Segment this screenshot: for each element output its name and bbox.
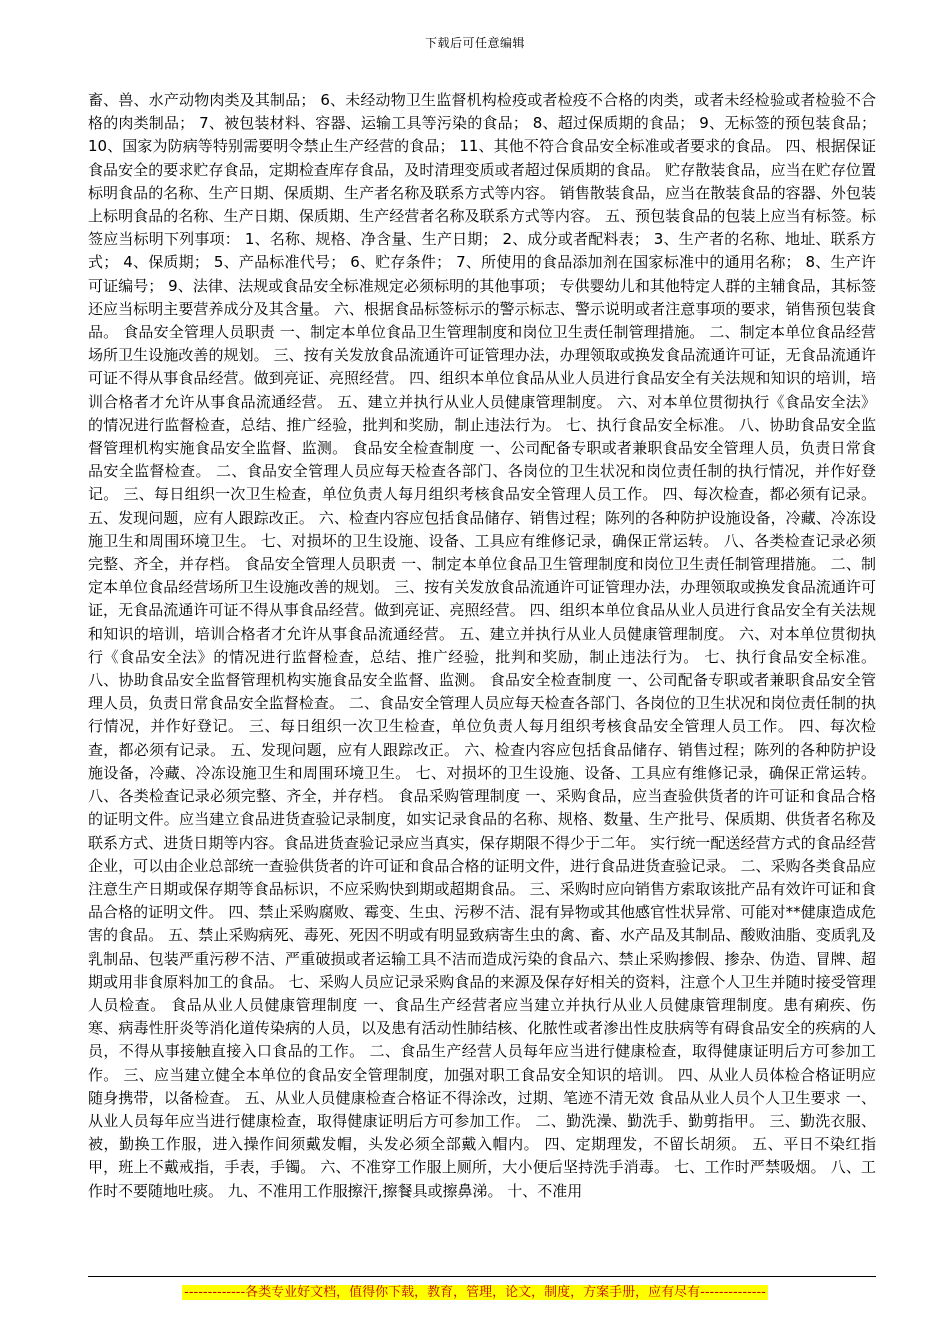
page-footer bbox=[0, 1281, 950, 1302]
document-body: 畜、兽、水产动物肉类及其制品； 6、未经动物卫生监督机构检疫或者检疫不合格的肉类，或者未经检验或者检验不合格的肉类制品； 7、被包装材料、容器、运输工具等污染的食品； 8、超过保质期的食品； 9、无标签的预包装食品； 10、国家为防病等特别需要明令禁止生产经营的食品； 11、其他不符合食品安全标准或者要求的食品。 四、根据保证食品安全的要求贮存食品，定期检查库存食品，及时清理变质或者超过保质期的食品。 贮存散装食品，应当在贮存位置标明食品的名称、生产日期、保质期、生产者名称及联系方式等内容。 销售散装食品，应当在散装食品的容器、外包装上标明食品的名称、生产日期、保质期、生产经营者名称及联系方式等内容。 五、预包装食品的包装上应当有标签。标签应当标明下列事项： 1、名称、规格、净含量、生产日期； 2、成分或者配料表； 3、生产者的名称、地址、联系方式； 4、保质期； 5、产品标准代号； 6、贮存条件； 7、所使用的食品添加剂在国家标准中的通用名称； 8、生产许可证编号； 9、法律、法规或食品安全标准规定必须标明的其他事项； 专供婴幼儿和其他特定人群的主辅食品，其标签还应当标明主要营养成分及其含量。 六、根据食品标签标示的警示标志、警示说明或者注意事项的要求，销售预包装食品。 食品安全管理人员职责 一、制定本单位食品卫生管理制度和岗位卫生责任制管理措施。 二、制定本单位食品经营场所卫生设施改善的规划。 三、按有关发放食品流通许可证管理办法，办理领取或换发食品流通许可证，无食品流通许可证不得从事食品经营。做到亮证、亮照经营。 四、组织本单位食品从业人员进行食品安全有关法规和知识的培训，培训合格者才允许从事食品流通经营。 五、建立并执行从业人员健康管理制度。 六、对本单位贯彻执行《食品安全法》的情况进行监督检查，总结、推广经验，批判和奖励，制止违法行为。 七、执行食品安全标准。 八、协助食品安全监督管理机构实施食品安全监督、监测。 食品安全检查制度 一、公司配备专职或者兼职食品安全管理人员，负责日常食品安全监督检查。 二、食品安全管理人员应每天检查各部门、各岗位的卫生状况和岗位责任制的执行情况，并作好登记。 三、每日组织一次卫生检查，单位负责人每月组织考核食品安全管理人员工作。 四、每次检查，都必须有记录。 五、发现问题，应有人跟踪改正。 六、检查内容应包括食品储存、销售过程；陈列的各种防护设施设备，冷藏、冷冻设施卫生和周围环境卫生。 七、对损坏的卫生设施、设备、工具应有维修记录，确保正常运转。 八、各类检查记录必须完整、齐全，并存档。 食品安全管理人员职责 一、制定本单位食品卫生管理制度和岗位卫生责任制管理措施。 二、制定本单位食品经营场所卫生设施改善的规划。 三、按有关发放食品流通许可证管理办法，办理领取或换发食品流通许可证，无食品流通许可证不得从事食品经营。做到亮证、亮照经营。 四、组织本单位食品从业人员进行食品安全有关法规和知识的培训，培训合格者才允许从事食品流通经营。 五、建立并执行从业人员健康管理制度。 六、对本单位贯彻执行《食品安全法》的情况进行监督检查，总结、推广经验，批判和奖励，制止违法行为。 七、执行食品安全标准。 八、协助食品安全监督管理机构实施食品安全监督、监测。 食品安全检查制度 一、公司配备专职或者兼职食品安全管理人员，负责日常食品安全监督检查。 二、食品安全管理人员应每天检查各部门、各岗位的卫生状况和岗位责任制的执行情况，并作好登记。 三、每日组织一次卫生检查，单位负责人每月组织考核食品安全管理人员工作。 四、每次检查，都必须有记录。 五、发现问题，应有人跟踪改正。 六、检查内容应包括食品储存、销售过程；陈列的各种防护设施设备，冷藏、冷冻设施卫生和周围环境卫生。 七、对损坏的卫生设施、设备、工具应有维修记录，确保正常运转。 八、各类检查记录必须完整、齐全，并存档。 食品采购管理制度 一、采购食品，应当查验供货者的许可证和食品合格的证明文件。应当建立食品进货查验记录制度，如实记录食品的名称、规格、数量、生产批号、保质期、供货者名称及联系方式、进货日期等内容。食品进货查验记录应当真实，保存期限不得少于二年。 实行统一配送经营方式的食品经营企业，可以由企业总部统一查验供货者的许可证和食品合格的证明文件，进行食品进货查验记录。 二、采购各类食品应注意生产日期或保存期等食品标识，不应采购快到期或超期食品。 三、采购时应向销售方索取该批产品有效许可证和食品合格的证明文件。 四、禁止采购腐败、霉变、生虫、污秽不洁、混有异物或其他感官性状异常、可能对**健康造成危害的食品。 五、禁止采购病死、毒死、死因不明或有明显致病寄生虫的禽、畜、水产品及其制品、酸败油脂、变质乳及乳制品、包装严重污秽不洁、严重破损或者运输工具不洁而造成污染的食品六、禁止采购掺假、掺杂、伪造、冒牌、超期或用非食原料加工的食品。 七、采购人员应记录采购食品的来源及保存好相关的资料，注意个人卫生并随时接受管理人员检查。 食品从业人员健康管理制度 一、食品生产经营者应当建立并执行从业人员健康管理制度。患有痢疾、伤寒、病毒性肝炎等消化道传染病的人员，以及患有活动性肺结核、化脓性或者渗出性皮肤病等有碍食品安全的疾病的人员，不得从事接触直接入口食品的工作。 二、食品生产经营人员每年应当进行健康检查，取得健康证明后方可参加工作。 三、应当建立健全本单位的食品安全管理制度，加强对职工食品安全知识的培训。 四、从业人员体检合格证明应随身携带，以备检查。 五、从业人员健康检查合格证不得涂改，过期、笔迹不清无效 食品从业人员个人卫生要求 一、从业人员每年应当进行健康检查，取得健康证明后方可参加工作。 二、勤洗澡、勤洗手、勤剪指甲。 三、勤洗衣服、被，勤换工作服，进入操作间须戴发帽，头发必须全部戴入帽内。 四、定期理发，不留长胡须。 五、平日不染红指甲，班上不戴戒指，手表，手镯。 六、不准穿工作服上厕所，大小便后坚持洗手消毒。 七、工作时严禁吸烟。 八、工作时不要随地吐痰。 九、不准用工作服擦汗,擦餐具或擦鼻涕。 十、不准用 bbox=[88, 91, 876, 1200]
page-header: 下载后可任意编辑 bbox=[424, 36, 525, 50]
footer-divider bbox=[88, 1276, 876, 1277]
footer-banner: -------------各类专业好文档，值得你下载，教育，管理，论文，制度，方案手册，应有尽有-------------- bbox=[184, 1285, 766, 1300]
